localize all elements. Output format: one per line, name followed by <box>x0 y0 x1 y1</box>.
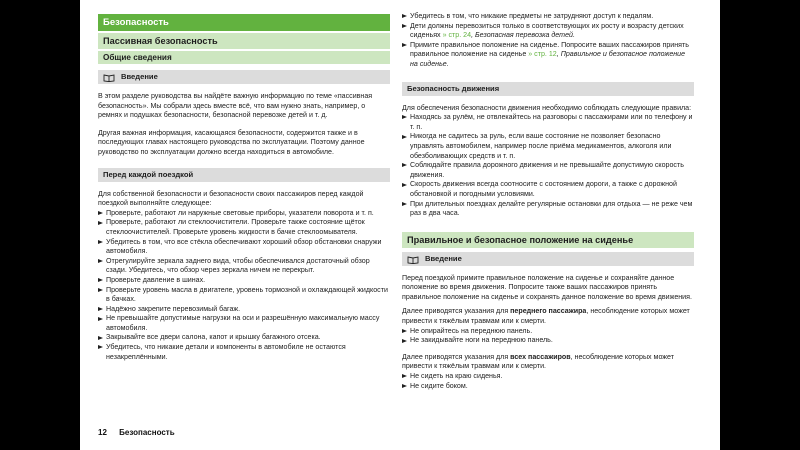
text: , несоблюдение которых может привести к тяжёлым травмам или к смерти. <box>402 352 675 371</box>
list-item: Отрегулируйте зеркала заднего вида, чтобы обеспечивался достаточный обзор сзади. Убедитесь, что обзор через зеркала ничем не перекрыт. <box>98 257 390 276</box>
list-item: Проверьте уровень масла в двигателе, уровень тормозной и охлаждающей жидкости в бачках. <box>98 286 390 305</box>
page-number: 12 <box>98 428 107 437</box>
list-item: Не опирайтесь на переднюю панель. <box>402 327 694 337</box>
list-item: Никогда не садитесь за руль, если ваше состояние не позволяет безопасно управлять автомобилем, например после приёма медикаментов, алкоголя или обезболивающих средств и т. п. <box>402 132 694 161</box>
item-text-italic: , Правильное и безопасное положение на сиденье. <box>410 50 686 68</box>
seating-header: Правильное и безопасное положение на сиденье <box>402 232 694 248</box>
section-header-safety: Безопасность <box>98 14 390 31</box>
page-24-link[interactable]: » стр. 24 <box>442 31 472 40</box>
item-text-italic: , Безопасная перевозка детей. <box>471 31 575 40</box>
right-column <box>402 14 694 395</box>
item-text: Дети должны перевозиться только в соответствующих их росту и возрасту детских сиденьях <box>410 21 684 40</box>
footer-section-title: Безопасность <box>119 428 175 437</box>
seating-intro-label: Введение <box>425 253 462 263</box>
before-trip-lead: Для собственной безопасности и безопасности своих пассажиров перед каждой поездкой выполняйте следующее: <box>98 189 364 208</box>
list-item: Убедитесь в том, что все стёкла обеспечивают хороший обзор обстановки снаружи автомобиля. <box>98 238 390 257</box>
page-footer <box>98 428 175 437</box>
text: , несоблюдение которых может привести к тяжёлым травмам или к смерти. <box>402 307 690 326</box>
before-trip-header: Перед каждой поездкой <box>98 168 390 182</box>
list-item: Скорость движения всегда соотносите с состоянием дороги, а также с дорожной обстановкой и погодными условиями. <box>402 180 694 199</box>
item-text: Примите правильное положение на сиденье. Попросите ваших пассажиров принять правильное положение на сиденье <box>410 40 689 59</box>
traffic-lead: Для обеспечения безопасности движения необходимо соблюдать следующие правила: <box>402 103 692 112</box>
all-passengers-list <box>402 372 694 391</box>
list-item: Проверьте, работают ли стеклоочистители. Проверьте также состояние щёток стеклоочистителей. Проверьте уровень жидкости в бачке стеклоомывателя. <box>98 218 390 237</box>
intro-paragraph-2: Другая важная информация, касающаяся безопасности, содержится также и в последующих главах настоящего руководства по эксплуатации. Поэтому данное руководство по эксплуатации должно всегда находиться в автомобиле. <box>98 128 365 156</box>
list-item: Проверьте, работают ли наружные световые приборы, указатели поворота и т. п. <box>98 209 390 219</box>
subchapter-header-general: Общие сведения <box>98 51 390 64</box>
list-item: Проверьте давление в шинах. <box>98 276 390 286</box>
open-book-icon <box>103 73 115 81</box>
text: Далее приводятся указания для <box>402 307 511 316</box>
list-item: Убедитесь, что никакие детали и компоненты в автомобиле не остаются незакреплёнными. <box>98 343 390 362</box>
continued-list <box>402 12 694 70</box>
left-column <box>98 14 390 366</box>
intro-paragraph-1: В этом разделе руководства вы найдёте важную информацию по теме «пассивная безопасность». Мы собрали здесь вместе всё, что вам нужно знать, например, о ремнях и подушках безопасности, безопасной перевозке детей и т. д. <box>98 92 373 120</box>
chapter-header-passive-safety: Пассивная безопасность <box>98 33 390 49</box>
intro-label: Введение <box>121 72 158 81</box>
list-item: Находясь за рулём, не отвлекайтесь на разговоры с пассажирами или по телефону и т. п. <box>402 113 694 132</box>
list-item: Соблюдайте правила дорожного движения и не превышайте допустимую скорость движения. <box>402 161 694 180</box>
page-12-link[interactable]: » стр. 12 <box>528 50 557 59</box>
before-trip-list <box>98 209 390 363</box>
emphasis: всех пассажиров <box>510 352 571 361</box>
manual-page <box>80 0 720 450</box>
intro-header <box>98 70 390 84</box>
list-item <box>402 22 694 41</box>
list-item: Не сидите боком. <box>402 382 694 392</box>
seating-paragraph-2 <box>402 307 694 326</box>
front-passenger-list <box>402 327 694 346</box>
list-item: Не закидывайте ноги на переднюю панель. <box>402 336 694 346</box>
traffic-list <box>402 113 694 219</box>
text: Далее приводятся указания для <box>402 352 511 361</box>
list-item: Закрывайте все двери салона, капот и крышку багажного отсека. <box>98 333 390 343</box>
list-item: Не превышайте допустимые нагрузки на оси и разрешённую максимальную массу автомобиля. <box>98 314 390 333</box>
seating-intro-header <box>402 252 694 266</box>
traffic-safety-header: Безопасность движения <box>402 82 694 96</box>
seating-paragraph-3 <box>402 353 694 372</box>
list-item: Надёжно закрепите перевозимый багаж. <box>98 305 390 315</box>
list-item: Убедитесь в том, что никакие предметы не затрудняют доступ к педалям. <box>402 12 694 22</box>
list-item: При длительных поездках делайте регулярные остановки для отдыха — не реже чем раз в два часа. <box>402 200 694 219</box>
list-item: Не сидеть на краю сиденья. <box>402 372 694 382</box>
list-item <box>402 41 694 70</box>
emphasis: переднего пассажира <box>510 307 587 316</box>
seating-paragraph-1: Перед поездкой примите правильное положение на сиденье и сохраняйте данное положение во время движения. Попросите также ваших пассажиров принять правильное положение на сиденье и сохранять данное положение во время движения. <box>402 273 692 301</box>
open-book-icon <box>407 255 419 263</box>
